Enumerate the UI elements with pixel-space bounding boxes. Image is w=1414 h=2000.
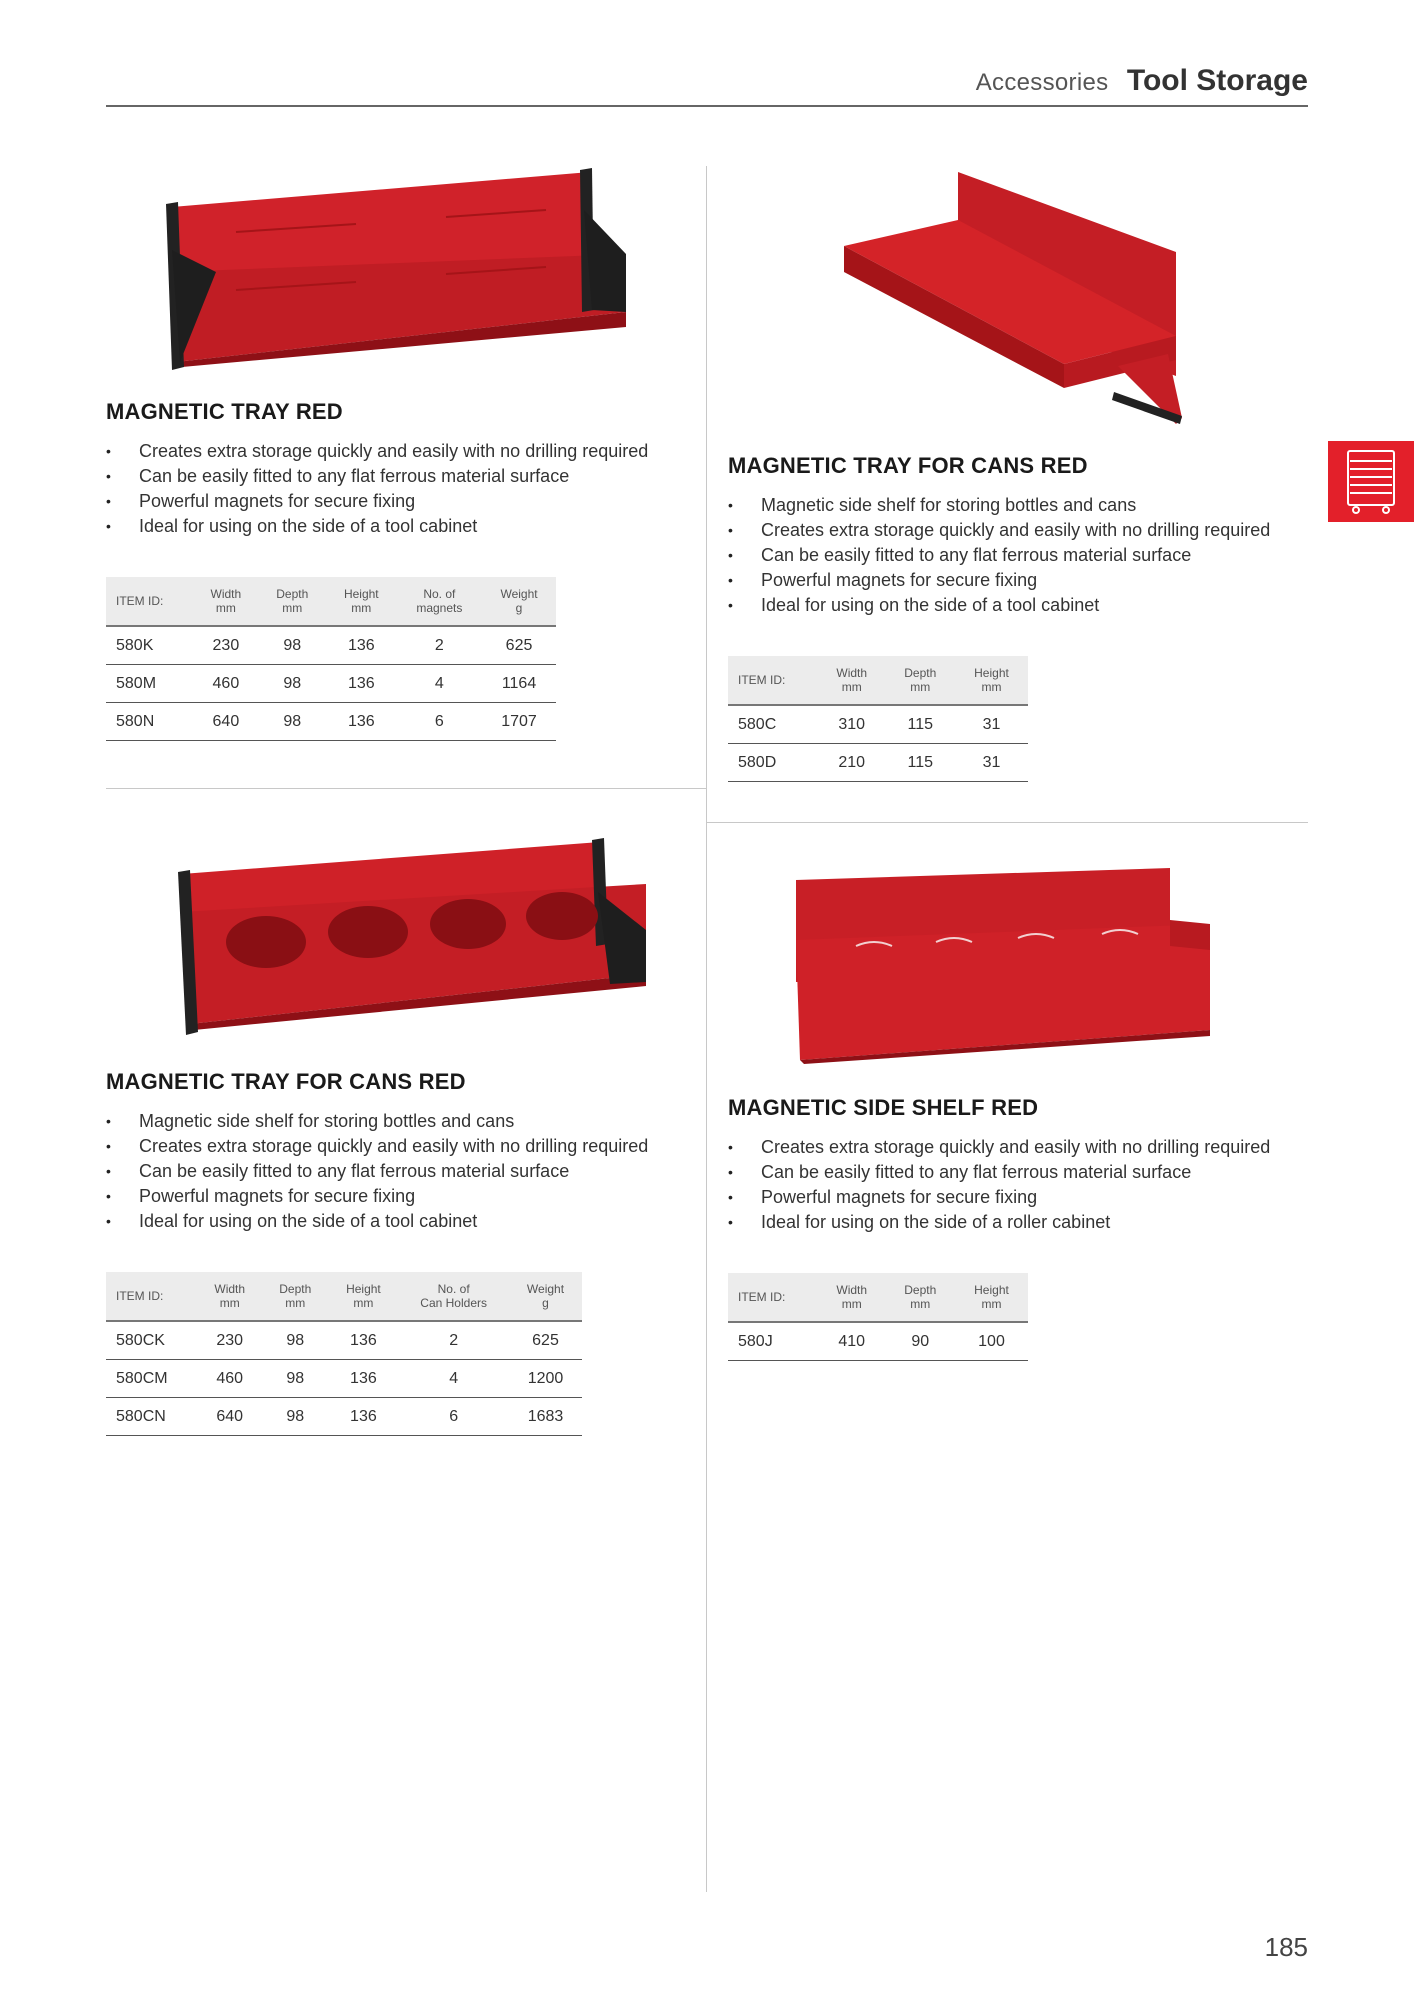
magnetic-tray-image — [106, 162, 696, 382]
column-header: Width mm — [818, 656, 886, 705]
page-header — [976, 64, 1308, 98]
header-title: Tool Storage — [1126, 64, 1308, 97]
column-header: No. of Can Holders — [398, 1272, 509, 1321]
feature-item: • Creates extra storage quickly and easily with no drilling required — [106, 439, 696, 464]
column-header: Weight g — [509, 1272, 582, 1321]
table-row: 580M 460 98 136 4 1164 — [106, 665, 556, 703]
feature-item: • Magnetic side shelf for storing bottles and cans — [728, 493, 1308, 518]
table-row: 580C 310 115 31 — [728, 705, 1028, 744]
spec-table — [728, 656, 1028, 782]
column-header: Depth mm — [262, 1272, 328, 1321]
feature-list — [106, 439, 696, 539]
column-divider — [706, 166, 707, 1892]
spec-table — [106, 577, 556, 741]
column-header: ITEM ID: — [106, 577, 193, 626]
column-header: Depth mm — [886, 656, 955, 705]
table-row: 580D 210 115 31 — [728, 744, 1028, 782]
feature-item: • Creates extra storage quickly and easily with no drilling required — [728, 518, 1308, 543]
column-header: Depth mm — [886, 1273, 955, 1322]
column-header: Width mm — [197, 1272, 262, 1321]
table-row: 580CK 230 98 136 2 625 — [106, 1321, 582, 1360]
feature-item: • Powerful magnets for secure fixing — [106, 489, 696, 514]
tool-cabinet-icon — [1328, 441, 1414, 522]
product-magnetic-tray-for-cans — [728, 166, 1308, 782]
feature-list — [728, 493, 1308, 618]
column-header: Height mm — [955, 656, 1028, 705]
column-header: ITEM ID: — [728, 1273, 818, 1322]
feature-item: • Ideal for using on the side of a roller cabinet — [728, 1210, 1308, 1235]
page-number: 185 — [1264, 1932, 1308, 1962]
feature-item: • Magnetic side shelf for storing bottles and cans — [106, 1109, 696, 1134]
feature-item: • Creates extra storage quickly and easily with no drilling required — [106, 1134, 696, 1159]
column-header: ITEM ID: — [106, 1272, 197, 1321]
feature-item: • Creates extra storage quickly and easily with no drilling required — [728, 1135, 1308, 1160]
feature-item: • Can be easily fitted to any flat ferrous material surface — [728, 1160, 1308, 1185]
magnetic-can-holder-tray-image — [106, 832, 696, 1042]
row-divider-right — [707, 822, 1308, 823]
feature-item: • Can be easily fitted to any flat ferrous material surface — [106, 1159, 696, 1184]
product-magnetic-side-shelf — [728, 860, 1308, 1361]
header-category: Accessories — [975, 69, 1109, 96]
column-header: Height mm — [326, 577, 397, 626]
section-tab — [1328, 441, 1414, 522]
product-title: MAGNETIC TRAY FOR CANS RED — [728, 453, 1088, 478]
feature-list — [106, 1109, 696, 1234]
table-row: 580J 410 90 100 — [728, 1322, 1028, 1361]
table-row: 580K 230 98 136 2 625 — [106, 626, 556, 665]
spec-table — [106, 1272, 582, 1436]
feature-item: • Can be easily fitted to any flat ferrous material surface — [106, 464, 696, 489]
magnetic-side-shelf-image — [728, 860, 1308, 1070]
product-magnetic-tray — [106, 162, 696, 741]
row-divider-left — [106, 788, 706, 789]
feature-item: • Ideal for using on the side of a tool cabinet — [106, 514, 696, 539]
feature-item: • Ideal for using on the side of a tool cabinet — [728, 593, 1308, 618]
column-header: No. of magnets — [397, 577, 482, 626]
product-magnetic-can-holder-tray — [106, 832, 696, 1436]
table-row: 580N 640 98 136 6 1707 — [106, 703, 556, 741]
header-divider — [106, 105, 1308, 107]
product-title: MAGNETIC TRAY FOR CANS RED — [106, 1069, 466, 1094]
column-header: Weight g — [482, 577, 556, 626]
column-header: Depth mm — [259, 577, 326, 626]
feature-list — [728, 1135, 1308, 1235]
column-header: ITEM ID: — [728, 656, 818, 705]
column-header: Width mm — [818, 1273, 886, 1322]
magnetic-tray-for-cans-image — [728, 166, 1308, 430]
column-header: Height mm — [955, 1273, 1028, 1322]
column-header: Width mm — [193, 577, 259, 626]
spec-table — [728, 1273, 1028, 1361]
table-row: 580CN 640 98 136 6 1683 — [106, 1398, 582, 1436]
column-header: Height mm — [329, 1272, 399, 1321]
feature-item: • Powerful magnets for secure fixing — [728, 1185, 1308, 1210]
table-row: 580CM 460 98 136 4 1200 — [106, 1360, 582, 1398]
feature-item: • Powerful magnets for secure fixing — [728, 568, 1308, 593]
feature-item: • Ideal for using on the side of a tool cabinet — [106, 1209, 696, 1234]
feature-item: • Powerful magnets for secure fixing — [106, 1184, 696, 1209]
feature-item: • Can be easily fitted to any flat ferrous material surface — [728, 543, 1308, 568]
product-title: MAGNETIC SIDE SHELF RED — [728, 1095, 1039, 1120]
product-title: MAGNETIC TRAY RED — [106, 399, 343, 424]
